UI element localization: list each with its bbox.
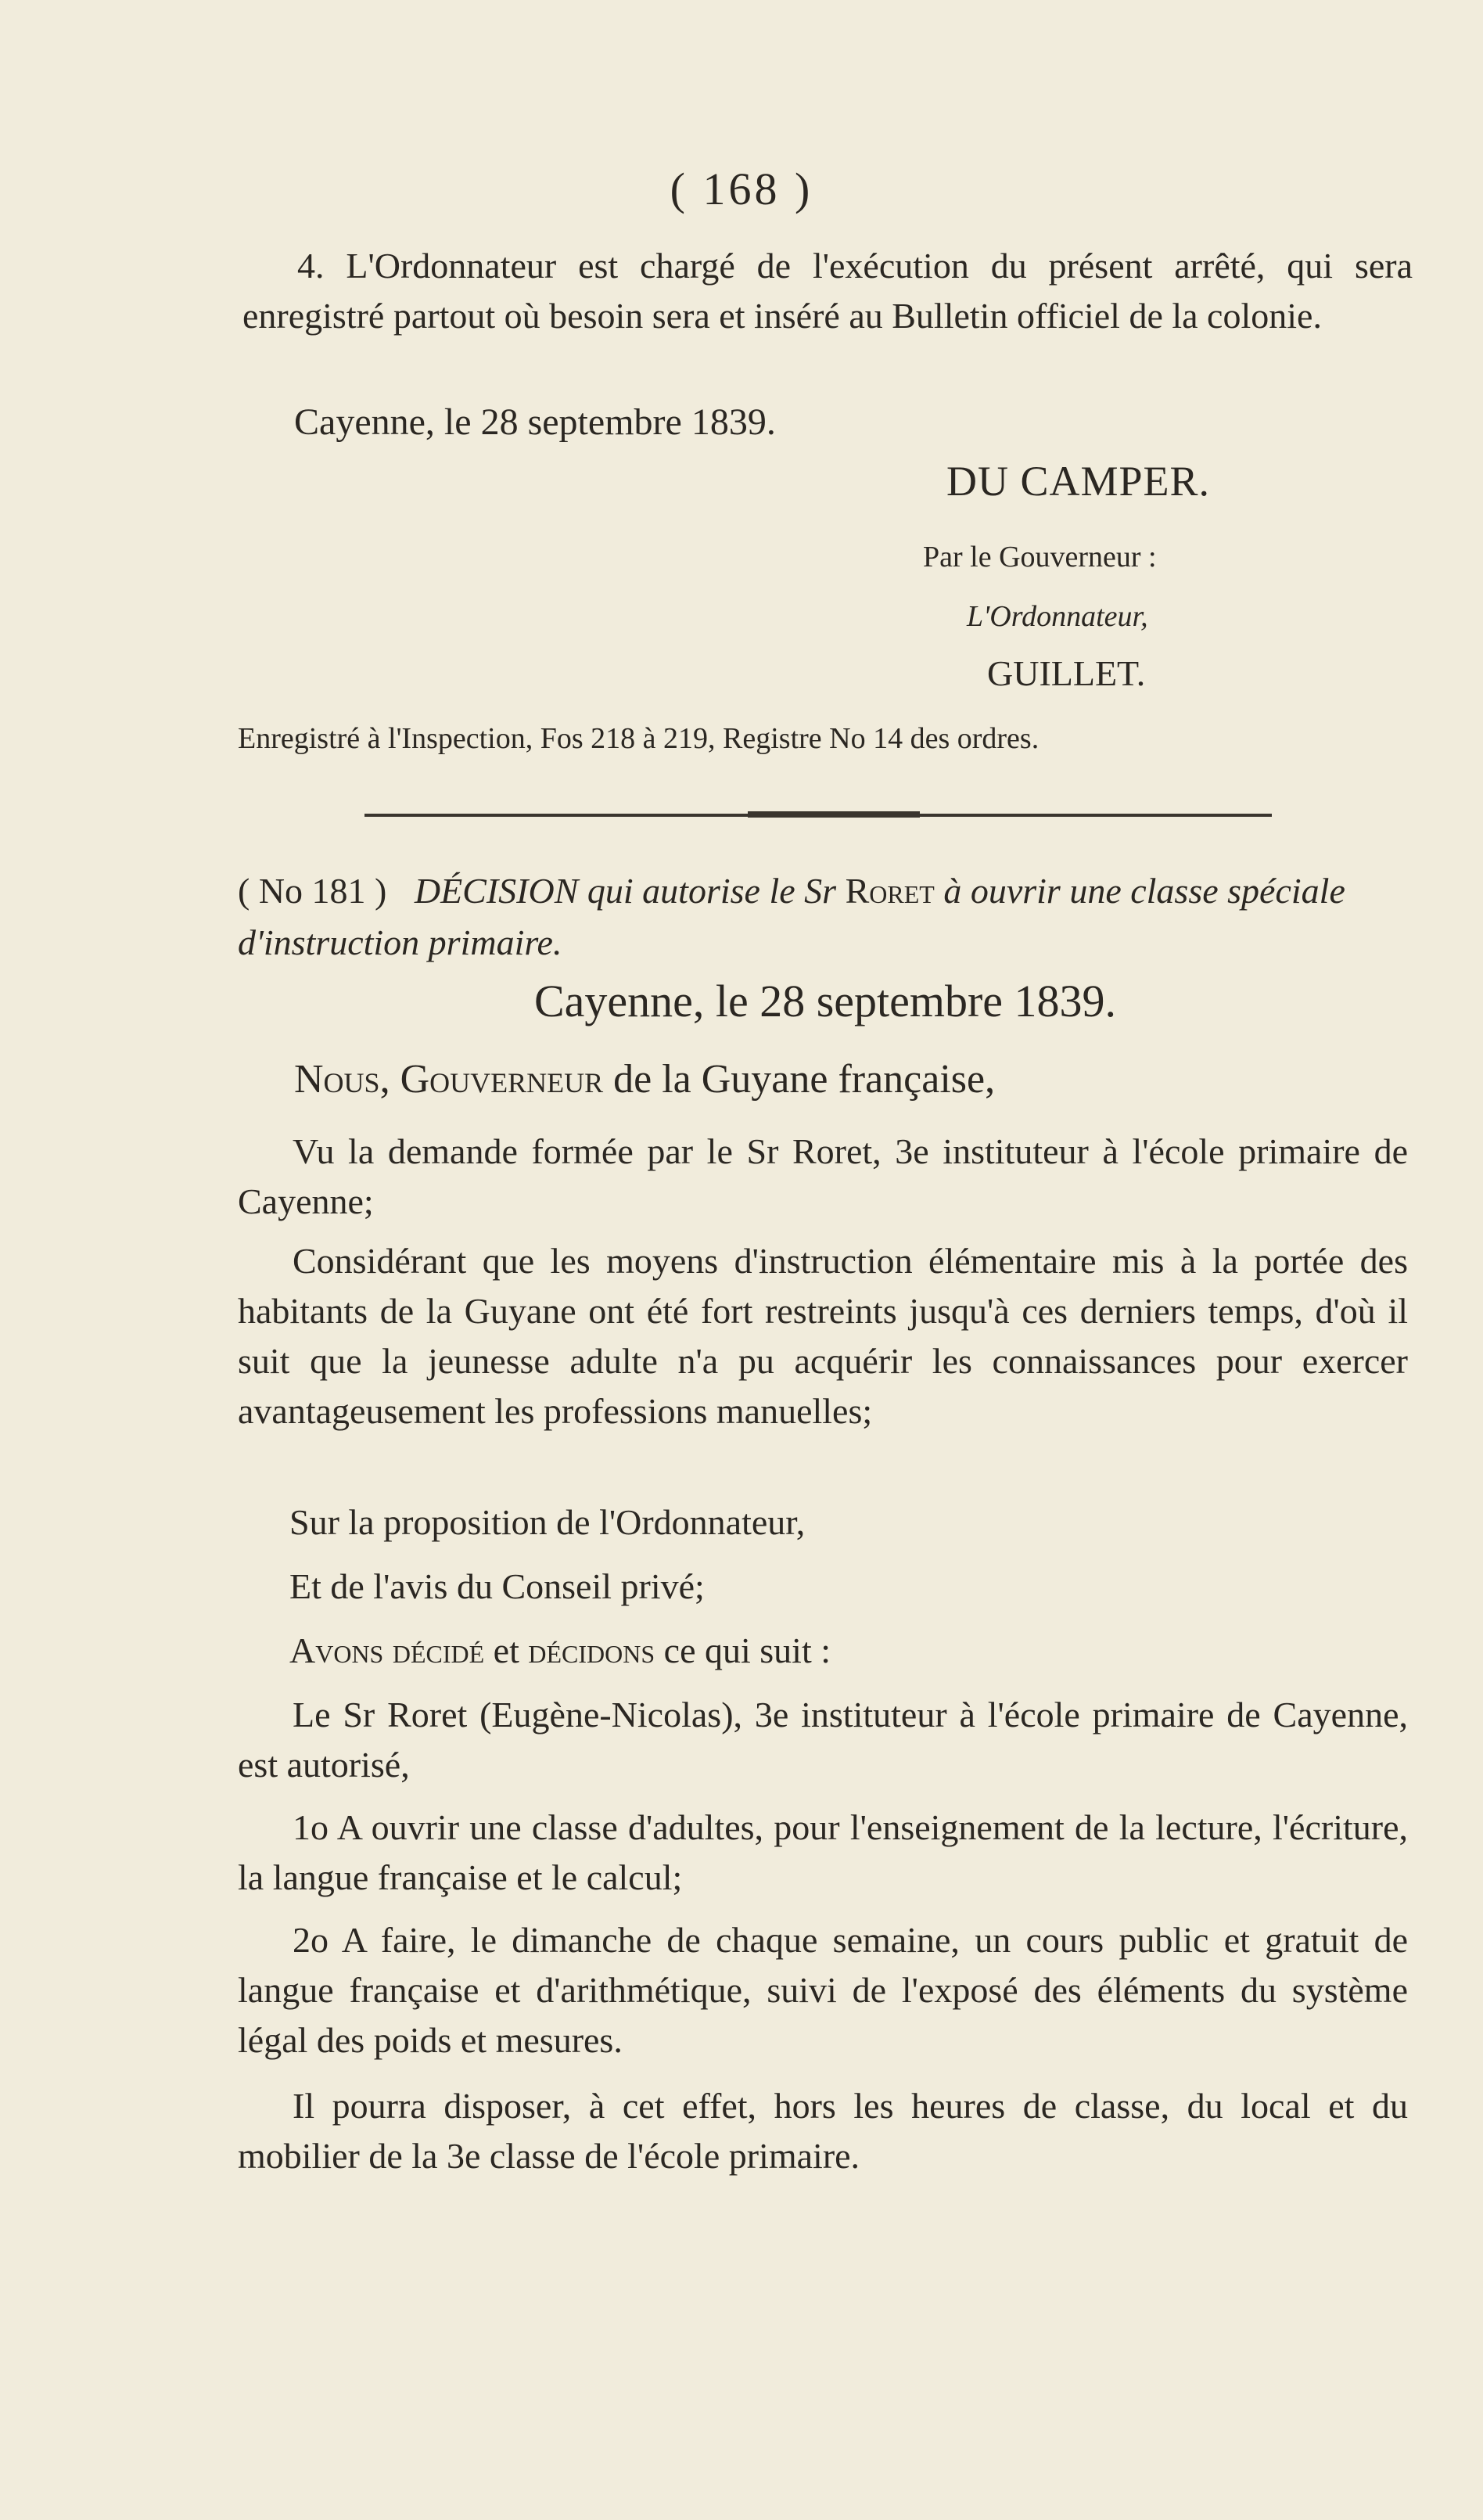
decision-name: Roret	[845, 871, 935, 911]
decision-title-2: qui autorise le Sr	[587, 871, 837, 911]
preamble-rest: de la Guyane française,	[613, 1057, 996, 1102]
considerant-paragraph: Considérant que les moyens d'instruction élémentaire mis à la portée des habitants de la Guyane ont été fort restreints jusqu'à ces derniers temps, d'où il suit que la jeunesse adulte n'a pu acquérir les connaissances pour exercer avantageusement les professions manuelles;	[238, 1241, 1408, 1431]
dateline-1: Cayenne, le 28 septembre 1839.	[294, 401, 776, 443]
avons-decidons: décidons	[528, 1630, 655, 1670]
closing-paragraph: Il pourra disposer, à cet effet, hors les heures de classe, du local et du mobilier de la 3e classe de l'école primaire.	[238, 2086, 1408, 2176]
page-number: ( 168 )	[670, 164, 813, 214]
point-2-paragraph: 2o A faire, le dimanche de chaque semaine, un cours public et gratuit de langue française et d'arithmétique, suivi de l'exposé des éléments du système légal des poids et mesures.	[238, 1920, 1408, 2060]
role-line: L'Ordonnateur,	[967, 600, 1148, 633]
by-line: Par le Gouverneur :	[923, 541, 1157, 573]
vu-paragraph: Vu la demande formée par le Sr Roret, 3e instituteur à l'école primaire de Cayenne;	[238, 1131, 1408, 1221]
countersigner-name: GUILLET.	[987, 653, 1146, 693]
decision-title-3: à ouvrir une classe spéciale d'instruction primaire.	[238, 871, 1345, 962]
separator-rule	[364, 814, 1272, 817]
decision-heading	[238, 865, 1419, 969]
registration-line: Enregistré à l'Inspection, Fos 218 à 219, Registre No 14 des ordres.	[238, 722, 1040, 755]
proposition-line: Sur la proposition de l'Ordonnateur,	[289, 1502, 806, 1542]
preamble-nous: Nous, Gouverneur	[294, 1057, 604, 1102]
avons-line	[289, 1626, 1408, 1676]
dateline-2: Cayenne, le 28 septembre 1839.	[533, 976, 1117, 1026]
point-1-paragraph: 1o A ouvrir une classe d'adultes, pour l'enseignement de la lecture, l'écriture, la langue française et le calcul;	[238, 1807, 1408, 1897]
avons-suit: ce qui suit :	[663, 1630, 831, 1670]
signer-name: DU CAMPER.	[946, 458, 1211, 505]
avons-et: et	[493, 1630, 519, 1670]
decision-number: ( No 181 )	[238, 871, 387, 911]
avons-decide: Avons décidé	[289, 1630, 485, 1670]
avis-line: Et de l'avis du Conseil privé;	[289, 1566, 705, 1606]
article-4-text: 4. L'Ordonnateur est chargé de l'exécution du présent arrêté, qui sera enregistré partout où besoin sera et inséré au Bulletin officiel de la colonie.	[242, 246, 1413, 336]
article-paragraph: Le Sr Roret (Eugène-Nicolas), 3e instituteur à l'école primaire de Cayenne, est autorisé,	[238, 1695, 1408, 1785]
preamble	[294, 1056, 1405, 1102]
decision-title-1: DÉCISION	[414, 871, 579, 911]
